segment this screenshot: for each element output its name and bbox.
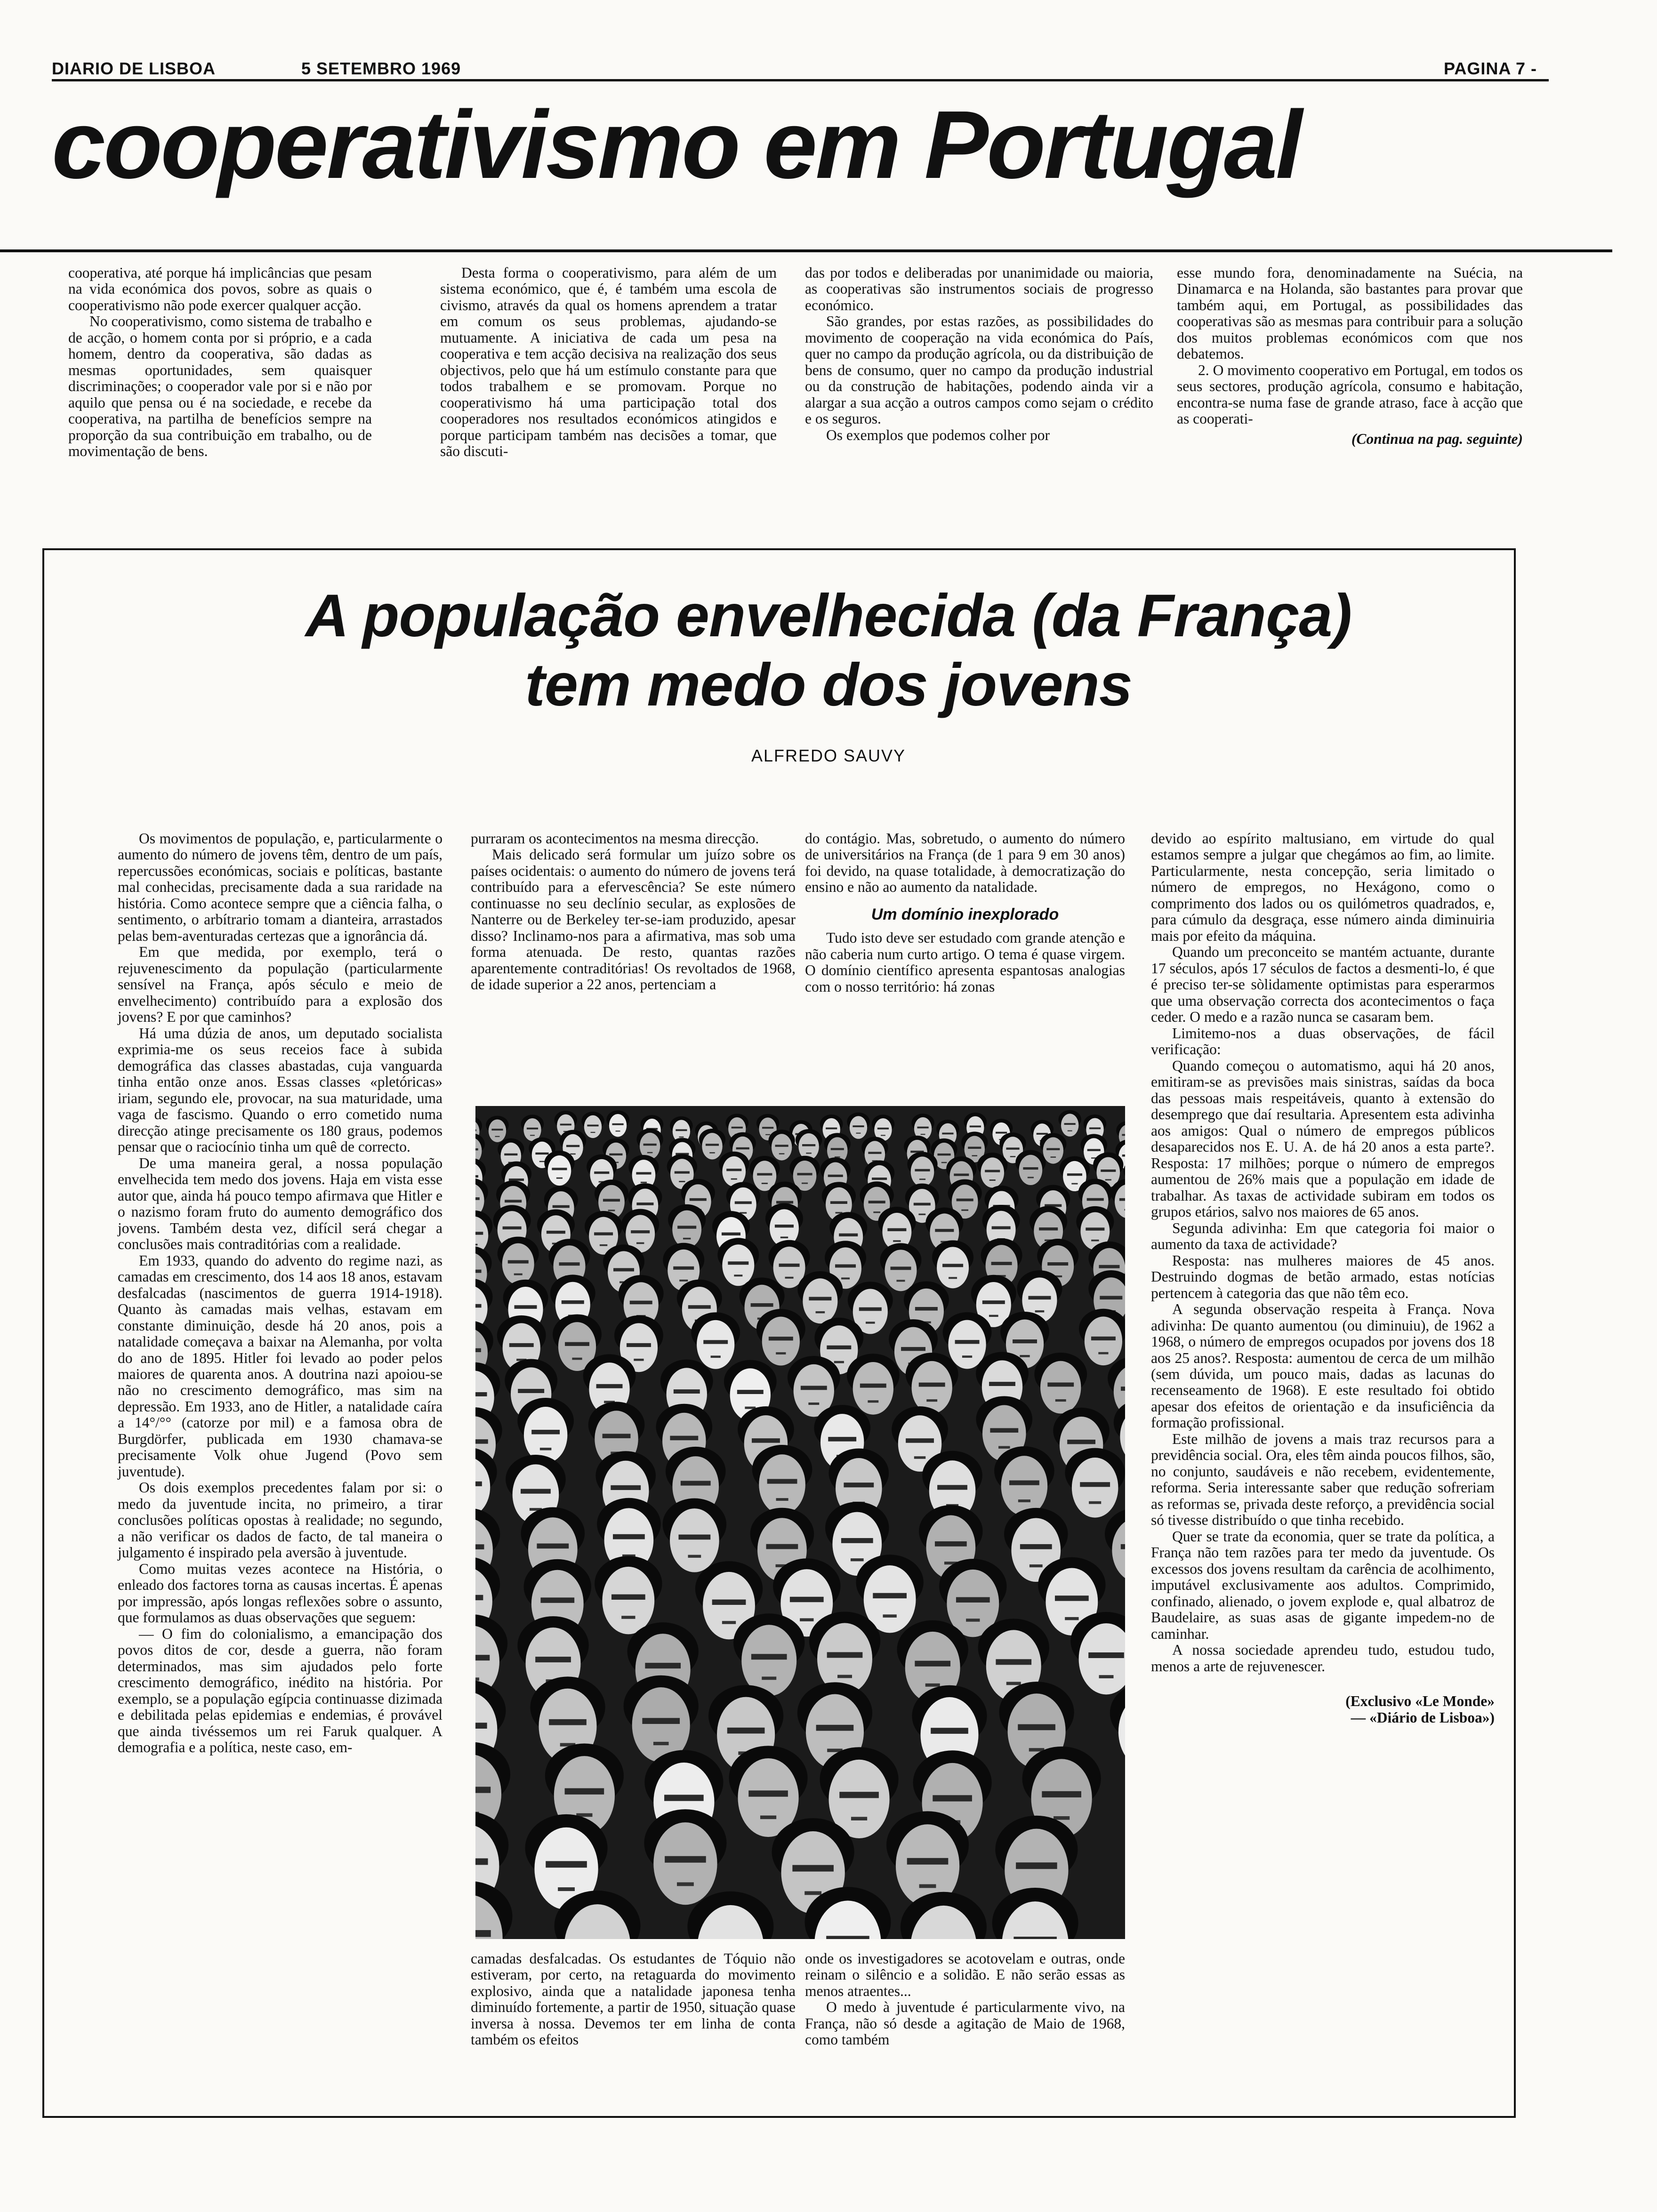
paragraph: Os movimentos de população, e, particularmente o aumento do número de jovens têm, dentro de um país, repercussões económicas, sociais e políticas, bastante mal conhecidas, precisamente dada a sua raridade na história. Como acontece sempre que a ciência falha, o sentimento, o arbítrario tomam a dianteira, arrastados pelas bem-aventuradas certezas que a ignorância dá. bbox=[118, 830, 442, 944]
article-column-2-bottom bbox=[471, 1951, 796, 2048]
paragraph: São grandes, por estas razões, as possibilidades do movimento de cooperação na vida económica do País, quer no campo da produção agrícola, ou da distribuição de bens de consumo, quer no campo da produção industrial ou da construção de habitações, podendo ainda vir a alargar a sua acção a outros campos como sejam o crédito e os seguros. bbox=[805, 313, 1153, 427]
paragraph: Em que medida, por exemplo, terá o rejuvenescimento da população (particularmente sensível na França, após século e meio de envelhecimento) contribuído para a explosão dos jovens? E por que caminhos? bbox=[118, 944, 442, 1026]
article-credit-line-1: (Exclusivo «Le Monde» bbox=[1345, 1693, 1495, 1710]
paragraph: Os exemplos que podemos colher por bbox=[826, 426, 1050, 443]
paragraph: devido ao espírito maltusiano, em virtude do qual estamos sempre a julgar que chegámos ao fim, ao limite. Particularmente, nesta concepção, seria limitado o número de empregos, no Hexágono, como o comprimento dos lados ou os quilómetros quadrados, e, para cúmulo da desgraça, esse número ainda diminuiria mais por efeito da máquina. bbox=[1151, 830, 1495, 944]
section-rule bbox=[0, 249, 1612, 252]
article-column-3-top bbox=[805, 831, 1125, 896]
paragraph: De uma maneira geral, a nossa população envelhecida tem medo dos jovens. Haja em vista esse autor que, ainda há pouco tempo afirmava que Hitler e o nazismo foram fruto do aumento demográfico dos jovens. Também desta vez, difícil será chegar a conclusões mais contraditórias com a realidade. bbox=[118, 1154, 442, 1253]
article-title-line-2: tem medo dos jovens bbox=[525, 651, 1132, 719]
paragraph: — O fim do colonialismo, a emancipação dos povos ditos de cor, desde a guerra, não foram determinados, mas sim ajudados pelo forte crescimento demográfico, inédito na história. Por exemplo, se a população egípcia continuasse dizimada e debilitada pelas epidemias e endemias, é provável que ainda tivéssemos um rei Faruk qualquer. A demografia e a política, neste caso, em- bbox=[118, 1625, 442, 1756]
coop-column-4 bbox=[1177, 265, 1523, 447]
article-column-3-after bbox=[805, 930, 1125, 995]
paragraph: Desta forma o cooperativismo, para além de um sistema económico, que é, é também uma escola de civismo, através da qual os homens aprendem a tratar em comum os seus problemas, ajudando-se mutuamente. A iniciativa de cada um pesa na cooperativa e tem acção decisiva na realização dos seus objectivos, pelo que há um estímulo constante para que todos trabalhem e se promovam. Porque no cooperativismo há uma participação total dos cooperadores nos resultados económicos atingidos e porque participam também nas decisões a tomar, que são discuti- bbox=[440, 264, 777, 460]
paragraph: No cooperativismo, como sistema de trabalho e de acção, o homem conta por si próprio, e a cada homem, dentro da cooperativa, são dadas as mesmas oportunidades, sem quaisquer discriminações; o cooperador vale por si e não por aquilo que pensa ou é na sociedade, e recebe da cooperativa, na partilha de benefícios sempre na proporção da sua contribuição em trabalho, ou de movimentação de bens. bbox=[68, 313, 372, 460]
paragraph: Quer se trate da economia, quer se trate da política, a França não tem razões para ter medo da juventude. Os excessos dos jovens resultam da carência de acolhimento, imputável exclusivamente aos adultos. Comprimido, confinado, alienado, o jovem explode e, qual albatroz de Baudelaire, as suas asas de gigante impedem-no de caminhar. bbox=[1151, 1528, 1495, 1642]
paragraph: camadas desfalcadas. Os estudantes de Tóquio não estiveram, por certo, na retaguarda do movimento explosivo, ainda que a natalidade japonesa tenha diminuído fortemente, a partir de 1950, situação quase inversa à nossa. Devemos ter em linha de conta também os efeitos bbox=[471, 1950, 796, 2048]
crowd-photo-image bbox=[475, 1106, 1125, 1939]
page-number: PAGINA 7 - bbox=[1443, 59, 1537, 78]
article-column-4 bbox=[1151, 831, 1495, 1726]
coop-column-1 bbox=[68, 265, 372, 460]
article-credit bbox=[1151, 1693, 1495, 1726]
paragraph: cooperativa, até porque há implicâncias que pesam na vida económica dos povos, sobre as quais o cooperativismo não pode exercer qualquer acção. bbox=[68, 264, 372, 313]
paragraph: A nossa sociedade aprendeu tudo, estudou tudo, menos a arte de rejuvenescer. bbox=[1151, 1642, 1495, 1675]
header-rule bbox=[52, 79, 1549, 81]
paragraph: Segunda adivinha: Em que categoria foi maior o aumento da taxa de actividade? bbox=[1151, 1219, 1495, 1253]
newspaper-name: DIARIO DE LISBOA bbox=[52, 59, 216, 78]
article-column-1 bbox=[118, 831, 442, 1756]
paragraph: Resposta: nas mulheres maiores de 45 anos. Destruindo dogmas de betão armado, estas notícias pertencem à categoria das que não têm eco. bbox=[1151, 1252, 1495, 1301]
continues-note: (Continua na pag. seguinte) bbox=[1351, 430, 1523, 447]
issue-date: 5 SETEMBRO 1969 bbox=[301, 59, 461, 78]
paragraph: do contágio. Mas, sobretudo, o aumento do número de universitários na França (de 1 para 9 em 30 anos) foi devido, na quase totalidade, à democratização do ensino e não ao aumento da natalidade. bbox=[805, 830, 1125, 896]
article-column-2 bbox=[471, 831, 796, 993]
byline: ALFREDO SAUVY bbox=[751, 746, 906, 765]
coop-column-4-body bbox=[1177, 265, 1523, 427]
paragraph: onde os investigadores se acotovelam e outras, onde reinam o silêncio e a solidão. E não serão essas as menos atraentes... bbox=[805, 1950, 1125, 1999]
paragraph: Como muitas vezes acontece na História, o enleado dos factores torna as causas incertas. É apenas por impressão, após longas reflexões sobre o assunto, que formulamos as duas observações que seguem: bbox=[118, 1560, 442, 1626]
paragraph: das por todos e deliberadas por unanimidade ou maioria, as cooperativas são instrumentos sociais de progresso económico. bbox=[805, 264, 1153, 313]
article-column-4-body bbox=[1151, 831, 1495, 1675]
paragraph: Em 1933, quando do advento do regime nazi, as camadas em crescimento, dos 14 aos 18 anos, estavam desfalcadas (nascimentos de guerra 1914-1918). Quanto às camadas mais velhas, estavam em constante diminuição, desde há 20 anos, pois a natalidade começava a baixar na Alemanha, por volta do ano de 1895. Hitler foi levado ao poder pelos maiores de quarenta anos. A doutrina nazi apoiou-se não no crescimento demográfico, mas sim na depressão. Em 1933, ano de Hitler, a natalidade caíra a 14°/°° (catorze por mil) e a famosa obra de Burgdörfer, publicada em 1930 chamava-se precisamente Volk ohue Jugend (Povo sem juventude). bbox=[118, 1252, 442, 1480]
paragraph: Quando um preconceito se mantém actuante, durante 17 séculos, após 17 séculos de factos a desmenti-lo, é que é preciso ter-se sòlidamente optimistas para esperarmos que uma observação correcta dos acontecimentos o faça ceder. O medo e a razão nunca se casaram bem. bbox=[1151, 944, 1495, 1026]
paragraph: 2. O movimento cooperativo em Portugal, em todos os seus sectores, produção agrícola, consumo e habitação, encontra-se numa fase de grande atraso, face à acção que as cooperati- bbox=[1177, 361, 1523, 427]
article-column-3-bottom bbox=[805, 1951, 1125, 2048]
paragraph: esse mundo fora, denominadamente na Suécia, na Dinamarca e na Holanda, são bastantes para provar que também aqui, em Portugal, as possibilidades das cooperativas são as mesmas para contribuir para a solução dos muitos problemas económicos com que nos debatemos. bbox=[1177, 264, 1523, 362]
paragraph: A segunda observação respeita à França. Nova adivinha: De quanto aumentou (ou diminuiu), de 1962 a 1968, o número de empregos ocupados por jovens dos 18 aos 25 anos?. Resposta: aumentou de cerca de um milhão (sem dúvida, um pouco mais, dadas as lacunas do recenseamento de 1968). E este resultado foi obtido apesar dos efeitos de orientação e da insuficiência da formação profissional. bbox=[1151, 1301, 1495, 1431]
paragraph: O medo à juventude é particularmente vivo, na França, não só desde a agitação de Maio de 1968, como também bbox=[805, 1999, 1125, 2048]
article-column-3 bbox=[805, 831, 1125, 995]
coop-column-3 bbox=[805, 265, 1153, 443]
paragraph: purraram os acontecimentos na mesma direcção. bbox=[471, 830, 759, 847]
article-subhead: Um domínio inexplorado bbox=[871, 905, 1059, 923]
article-title-line-1: A população envelhecida (da França) bbox=[305, 582, 1352, 649]
paragraph: Mais delicado será formular um juízo sobre os países ocidentais: o aumento do número de jovens terá contribuído para a efervescência? Se este número continuasse no seu declínio secular, as explosões de Nanterre ou de Berkeley ter-se-iam produzido, apesar disso? Inclinamo-nos para a afirmativa, mas sob uma forma atenuada. De resto, quantas razões aparentemente contraditórias! Os revoltados de 1968, de idade superior a 22 anos, pertenciam a bbox=[471, 846, 796, 993]
crowd-photo bbox=[475, 1106, 1125, 1939]
paragraph: Quando começou o automatismo, aqui há 20 anos, emitiram-se as previsões mais sinistras, saídas da boca das pessoas mais respeitáveis, quanto à extensão do desemprego que daí resultaria. Apresentem esta adivinha aos amigos: Qual o número de empregos públicos desaparecidos nos E. U. A. de há 20 anos a esta parte?. Resposta: 17 milhões; porque o número de empregos aumentou de 26% mais que a população em idade de trabalhar. As taxas de actividade subiram em todos os grupos etários, salvo nos maiores de 65 anos. bbox=[1151, 1057, 1495, 1220]
paragraph: Há uma dúzia de anos, um deputado socialista exprimia-me os seus receios face à subida demográfica das classes abastadas, cuja vanguarda tinha então onze anos. Essas classes «pletóricas» iriam, segundo ele, provocar, na sua maturidade, uma vaga de fascismo. Quando o erro cometido numa direcção atinge precisamente os 180 graus, podemos pensar que o raciocínio tinha um quê de correcto. bbox=[118, 1025, 442, 1155]
article-credit-line-2: — «Diário de Lisboa») bbox=[1351, 1709, 1495, 1726]
coop-column-2 bbox=[440, 265, 777, 460]
paragraph: Os dois exemplos precedentes falam por si: o medo da juventude incita, no primeiro, a tirar conclusões políticas opostas à realidade; no segundo, a não verificar os dados de facto, de tal maneira o julgamento é inspirado pela aversão à juventude. bbox=[118, 1479, 442, 1561]
section-title: cooperativismo em Portugal bbox=[52, 91, 1301, 199]
article-title bbox=[0, 581, 1657, 720]
paragraph: Limitemo-nos a duas observações, de fácil verificação: bbox=[1151, 1025, 1495, 1058]
paragraph: Tudo isto deve ser estudado com grande atenção e não caberia num curto artigo. O tema é quase virgem. O domínio científico apresenta espantosas analogias com o nosso território: há zonas bbox=[805, 930, 1125, 995]
paragraph: Este milhão de jovens a mais traz recursos para a previdência social. Ora, eles têm ainda poucos filhos, são, no conjunto, saudáveis e não recebem, evidentemente, reforma. Seria interessante saber que redução sofreriam as reformas se, privada deste reforço, a previdência social só tivesse distribuído o que tinha recebido. bbox=[1151, 1430, 1495, 1529]
